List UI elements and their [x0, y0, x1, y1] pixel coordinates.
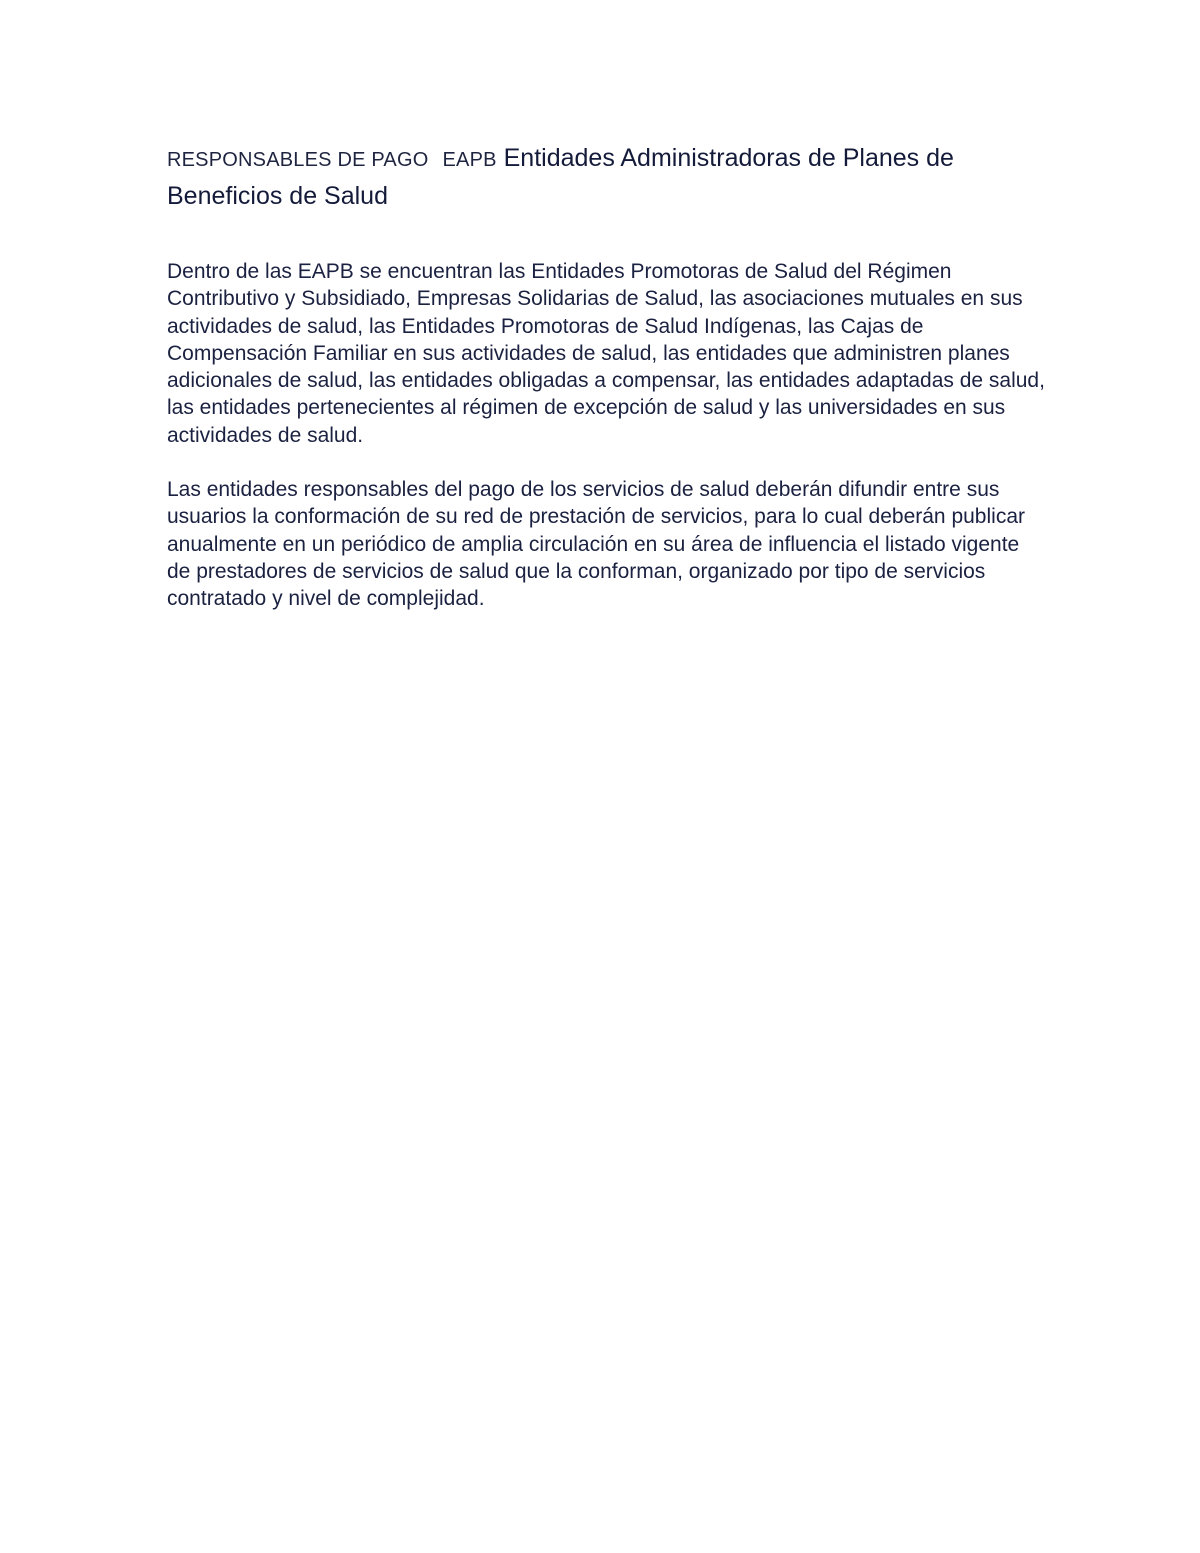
document-heading: [167, 140, 1047, 214]
document-content: [167, 140, 1047, 613]
heading-label-eapb: EAPB: [442, 149, 497, 171]
heading-label-responsables: RESPONSABLES DE PAGO: [167, 149, 429, 171]
heading-full-name: Entidades Administradoras de Planes de Beneficios de Salud: [167, 144, 954, 210]
paragraph-eapb-members: Dentro de las EAPB se encuentran las Entidades Promotoras de Salud del Régimen Contributivo y Subsidiado, Empresas Solidarias de Salud, las asociaciones mutuales en sus actividades de salud, las Entidades Promotoras de Salud Indígenas, las Cajas de Compensación Familiar en sus actividades de salud, las entidades que administren planes adicionales de salud, las entidades obligadas a compensar, las entidades adaptadas de salud, las entidades pertenecientes al régimen de excepción de salud y las universidades en sus actividades de salud.: [167, 260, 1045, 447]
paragraph-payment-responsibilities: Las entidades responsables del pago de los servicios de salud deberán difundir entre sus usuarios la conformación de su red de prestación de servicios, para lo cual deberán publicar anualmente en un periódico de amplia circulación en su área de influencia el listado vigente de prestadores de servicios de salud que la conforman, organizado por tipo de servicios contratado y nivel de complejidad.: [167, 478, 1025, 611]
